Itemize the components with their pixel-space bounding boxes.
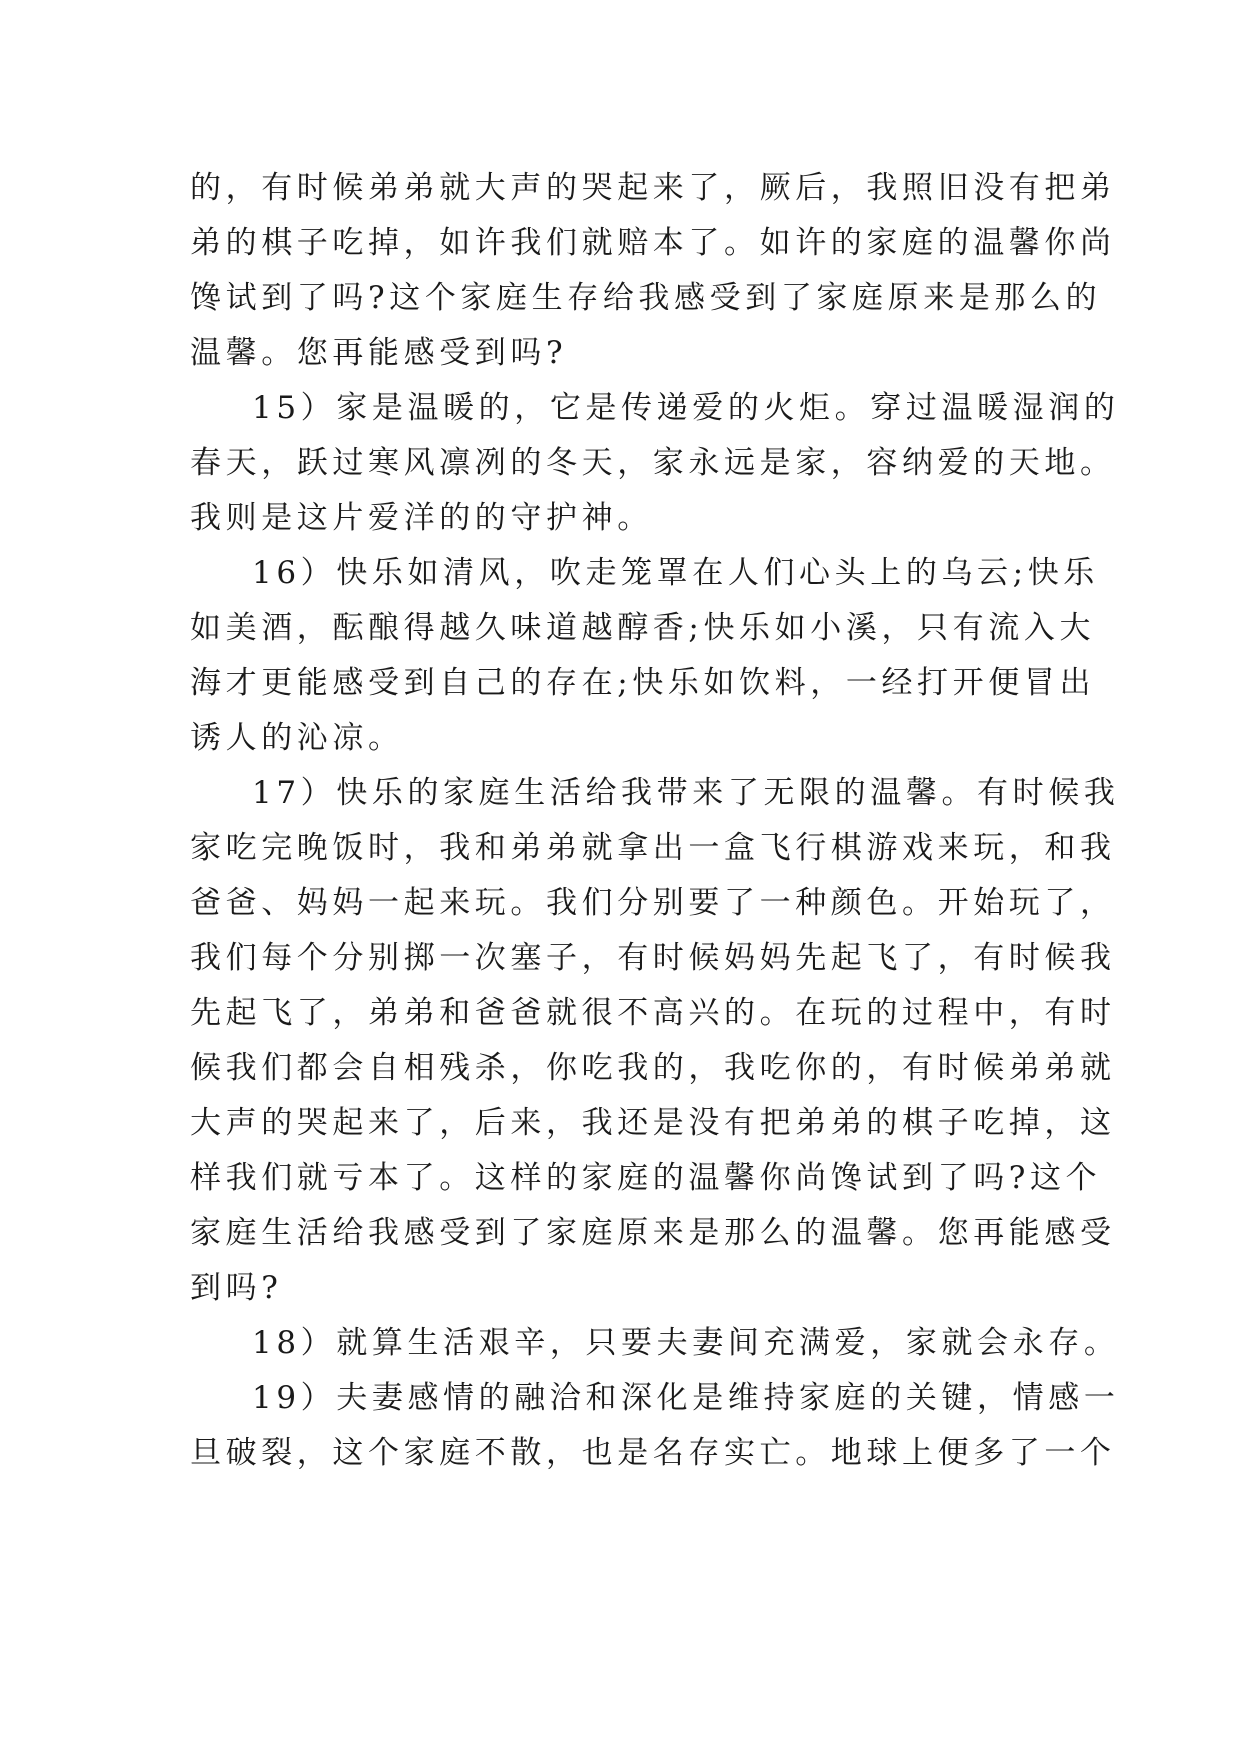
text-line: 到吗? (190, 1270, 283, 1306)
text-line: 家吃完晚饭时，我和弟弟就拿出一盒飞行棋游戏来玩，和我 (190, 830, 1116, 866)
paragraph-17-start: 17）快乐的家庭生活给我带来了无限的温馨。有时候我 (252, 775, 1120, 811)
text-line: 旦破裂，这个家庭不散，也是名存实亡。地球上便多了一个 (190, 1435, 1116, 1471)
text-line: 温馨。您再能感受到吗? (190, 335, 568, 371)
text-line: 海才更能感受到自己的存在;快乐如饮料，一经打开便冒出 (190, 665, 1096, 701)
text-line: 家庭生活给我感受到了家庭原来是那么的温馨。您再能感受 (190, 1215, 1116, 1251)
text-line: 大声的哭起来了，后来，我还是没有把弟弟的棋子吃掉，这 (190, 1105, 1116, 1141)
paragraph-16-start: 16）快乐如清风，吹走笼罩在人们心头上的乌云;快乐 (252, 555, 1099, 591)
text-line: 样我们就亏本了。这样的家庭的温馨你尚馋试到了吗?这个 (190, 1160, 1102, 1196)
text-line: 先起飞了，弟弟和爸爸就很不高兴的。在玩的过程中，有时 (190, 995, 1116, 1031)
paragraph-15-start: 15）家是温暖的，它是传递爱的火炬。穿过温暖湿润的 (252, 390, 1120, 426)
paragraph-19-start: 19）夫妻感情的融洽和深化是维持家庭的关键，情感一 (252, 1380, 1120, 1416)
paragraph-18-start: 18）就算生活艰辛，只要夫妻间充满爱，家就会永存。 (252, 1325, 1120, 1361)
text-line: 爸爸、妈妈一起来玩。我们分别要了一种颜色。开始玩了， (190, 885, 1116, 921)
text-line: 诱人的沁凉。 (190, 720, 404, 756)
text-line: 我则是这片爱洋的的守护神。 (190, 500, 653, 536)
text-line: 如美酒，酝酿得越久味道越醇香;快乐如小溪，只有流入大 (190, 610, 1096, 646)
text-line: 我们每个分别掷一次塞子，有时候妈妈先起飞了，有时候我 (190, 940, 1116, 976)
text-line: 候我们都会自相残杀，你吃我的，我吃你的，有时候弟弟就 (190, 1050, 1116, 1086)
text-line: 馋试到了吗?这个家庭生存给我感受到了家庭原来是那么的 (190, 280, 1102, 316)
text-line: 弟的棋子吃掉，如许我们就赔本了。如许的家庭的温馨你尚 (190, 225, 1116, 261)
text-line: 春天，跃过寒风凛冽的冬天，家永远是家，容纳爱的天地。 (190, 445, 1116, 481)
text-line: 的，有时候弟弟就大声的哭起来了，厥后，我照旧没有把弟 (190, 170, 1116, 206)
